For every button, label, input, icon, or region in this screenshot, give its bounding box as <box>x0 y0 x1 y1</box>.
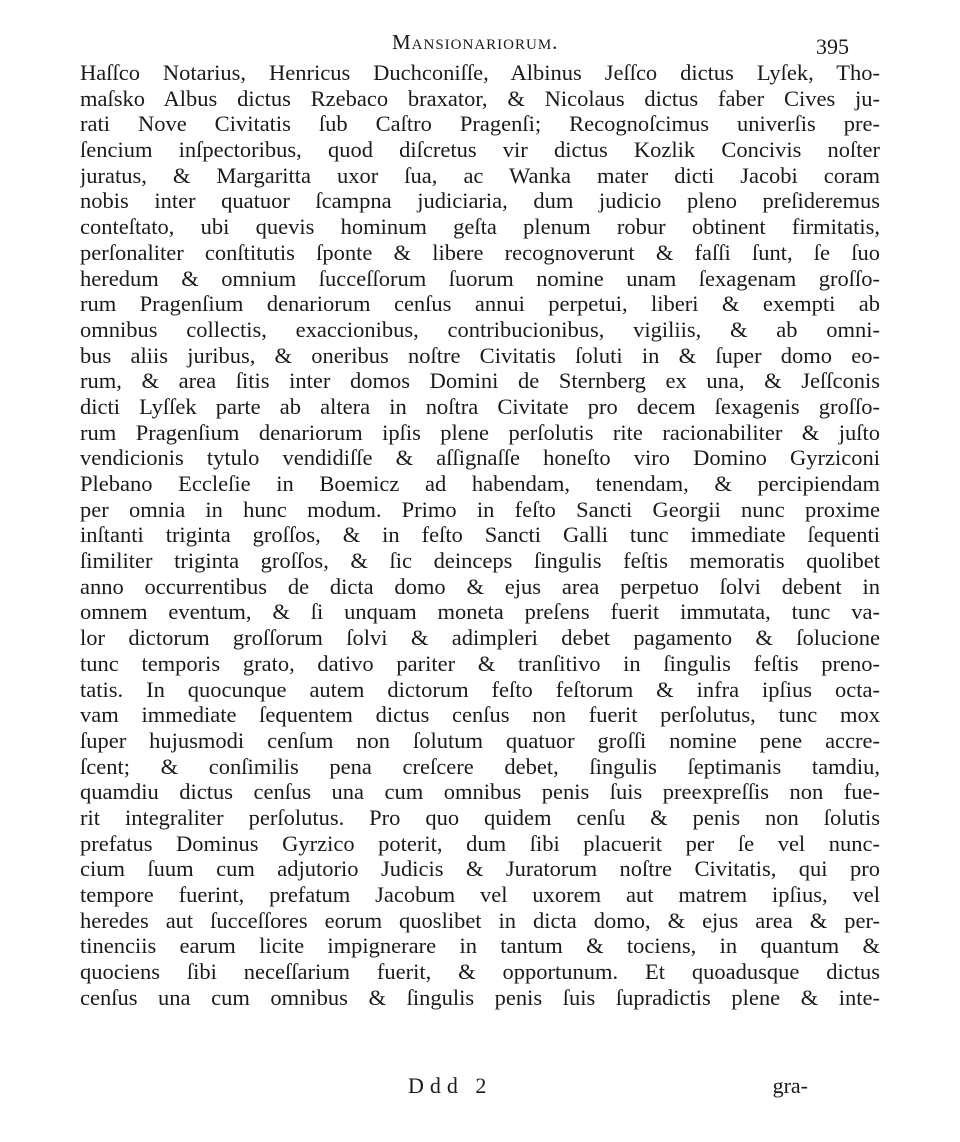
page-footer <box>80 1073 880 1099</box>
text-line: ſencium inſpectoribus, quod diſcretus vir dictus Kozlik Concivis noſter <box>80 137 880 163</box>
text-line: tinenciis earum licite impignerare in tantum & tociens, in quantum & <box>80 933 880 959</box>
text-line: per omnia in hunc modum. Primo in feſto Sancti Georgii nunc proxime <box>80 496 880 522</box>
text-line: prefatus Dominus Gyrzico poterit, dum ſibi placuerit per ſe vel nunc- <box>80 830 880 856</box>
text-line: quamdiu dictus cenſus una cum omnibus penis ſuis preexpreſſis non fue- <box>80 779 880 805</box>
text-line: ſuper hujusmodi cenſum non ſolutum quatuor groſſi nomine pene accre- <box>80 727 880 753</box>
text-line: lor dictorum groſſorum ſolvi & adimpleri debet pagamento & ſolucione <box>80 625 880 651</box>
text-line: heredes aut ſucceſſores eorum quoslibet in dicta domo, & ejus area & per- <box>80 907 880 933</box>
text-line: nobis inter quatuor ſcampna judiciaria, dum judicio pleno preſideremus <box>80 188 880 214</box>
text-line: rati Nove Civitatis ſub Caſtro Pragenſi; Recognoſcimus univerſis pre- <box>80 111 880 137</box>
page-number: 395 <box>816 34 849 59</box>
text-line: rum, & area ſitis inter domos Domini de Sternberg ex una, & Jeſſconis <box>80 368 880 394</box>
text-line: rum Pragenſium denariorum ipſis plene perſolutis rite racionabiliter & juſto <box>80 419 880 445</box>
text-line: vendicionis tytulo vendidiſſe & aſſignaſſe honeſto viro Domino Gyrziconi <box>80 445 880 471</box>
text-line: rum Pragenſium denariorum cenſus annui perpetui, liberi & exempti ab <box>80 291 880 317</box>
text-line: heredum & omnium ſucceſſorum ſuorum nomine unam ſexagenam groſſo- <box>80 265 880 291</box>
text-line: quociens ſibi neceſſarium fuerit, & opportunum. Et quoadusque dictus <box>80 959 880 985</box>
text-line: vam immediate ſequentem dictus cenſus non fuerit perſolutus, tunc mox <box>80 702 880 728</box>
text-line: cium ſuum cum adjutorio Judicis & Juratorum noſtre Civitatis, qui pro <box>80 856 880 882</box>
text-line: perſonaliter conſtitutis ſponte & libere recognoverunt & faſſi ſunt, ſe ſuo <box>80 239 880 265</box>
text-line: maſsko Albus dictus Rzebaco braxator, & Nicolaus dictus faber Cives ju- <box>80 85 880 111</box>
text-line: omnem eventum, & ſi unquam moneta preſens fuerit immutata, tunc va- <box>80 599 880 625</box>
text-line: ſcent; & conſimilis pena creſcere debet, ſingulis ſeptimanis tamdiu, <box>80 753 880 779</box>
text-line: juratus, & Margaritta uxor ſua, ac Wanka mater dicti Jacobi coram <box>80 162 880 188</box>
body-text <box>80 60 880 1010</box>
catchword: gra- <box>772 1073 808 1098</box>
text-line: inſtanti triginta groſſos, & in feſto Sancti Galli tunc immediate ſequenti <box>80 522 880 548</box>
text-line: anno occurrentibus de dicta domo & ejus area perpetuo ſolvi debent in <box>80 573 880 599</box>
text-line: omnibus collectis, exaccionibus, contribucionibus, vigiliis, & ab omni- <box>80 316 880 342</box>
text-line: Haſſco Notarius, Henricus Duchconiſſe, Albinus Jeſſco dictus Lyſek, Tho- <box>80 60 880 85</box>
text-line: rit integraliter perſolutus. Pro quo quidem cenſu & penis non ſolutis <box>80 804 880 830</box>
text-line: dicti Lyſſek parte ab altera in noſtra Civitate pro decem ſexagenis groſſo- <box>80 393 880 419</box>
text-line: Plebano Eccleſie in Boemicz ad habendam, tenendam, & percipiendam <box>80 471 880 496</box>
text-line: ſimiliter triginta groſſos, & ſic deinceps ſingulis feſtis memoratis quolibet <box>80 548 880 574</box>
text-line: tunc temporis grato, dativo pariter & tranſitivo in ſingulis feſtis preno- <box>80 650 880 676</box>
text-line: bus aliis juribus, & oneribus noſtre Civitatis ſoluti in & ſuper domo eo- <box>80 342 880 368</box>
running-head: Mansionariorum. <box>392 30 559 54</box>
text-line: tempore fuerint, prefatum Jacobum vel uxorem aut matrem ipſius, vel <box>80 882 880 907</box>
signature-mark: Ddd 2 <box>408 1073 493 1098</box>
text-line: conteſtato, ubi quevis hominum geſta plenum robur obtinent firmitatis, <box>80 214 880 240</box>
text-line: cenſus una cum omnibus & ſingulis penis ſuis ſupradictis plene & inte- <box>80 984 880 1010</box>
text-line: tatis. In quocunque autem dictorum feſto feſtorum & infra ipſius octa- <box>80 676 880 702</box>
